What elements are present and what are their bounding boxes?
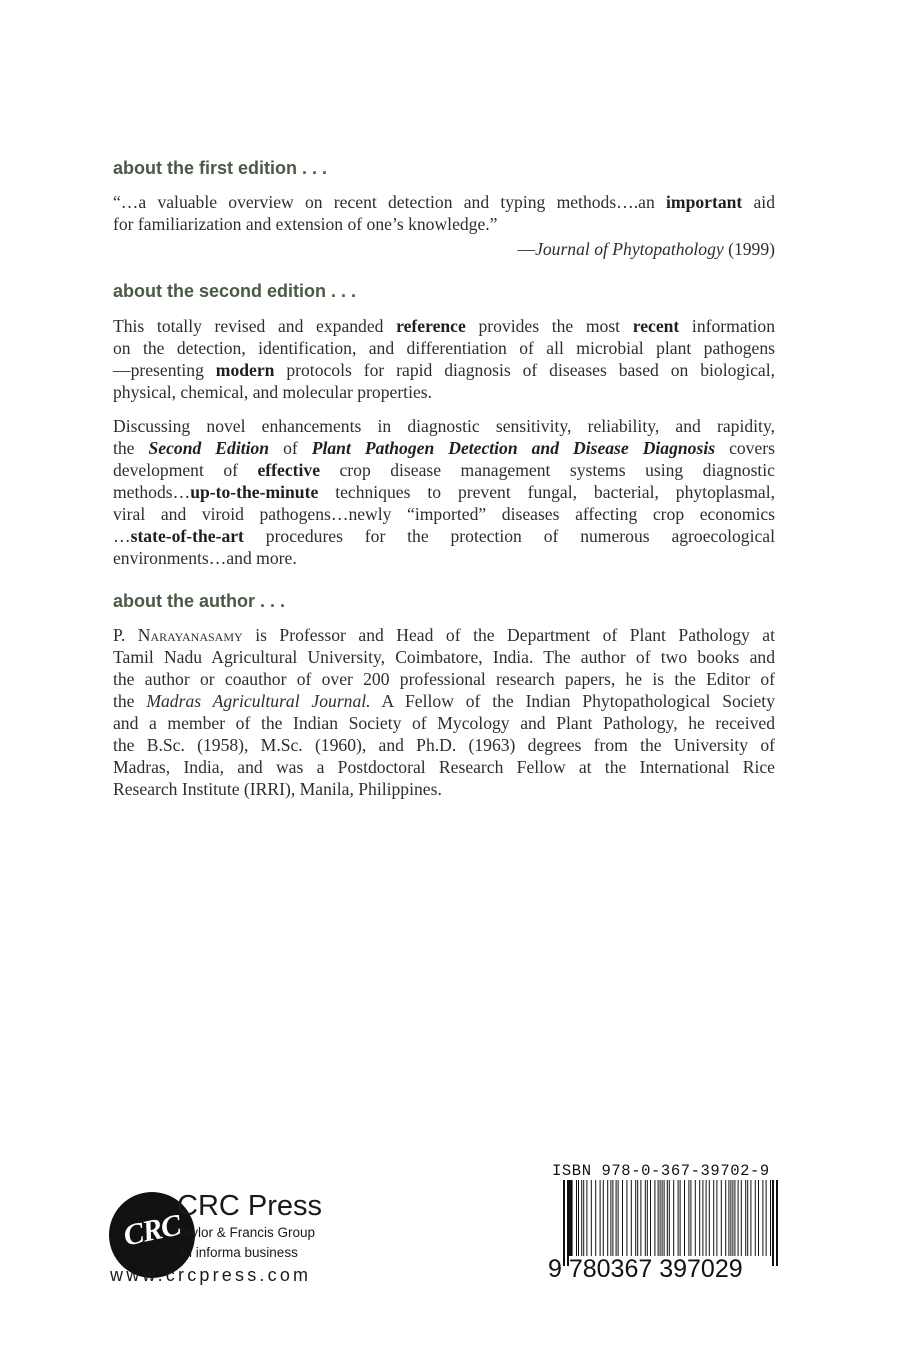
barcode-bar (678, 1180, 679, 1256)
barcode-bar (660, 1180, 661, 1256)
text-run: techniques to prevent fungal, bacterial, phytoplasmal, (318, 482, 775, 502)
barcode-bar (776, 1180, 778, 1266)
text-run: the B.Sc. (1958), M.Sc. (1960), and Ph.D. (1963) degrees from the University of (113, 735, 775, 755)
second-edition-paragraph-1 (113, 315, 775, 403)
barcode-bar (669, 1180, 670, 1256)
barcode-bar (747, 1180, 748, 1256)
text-run: the (113, 438, 149, 458)
text-run: Plant Pathogen Detection and Disease Diagnosis (311, 438, 716, 458)
second-edition-paragraph-2 (113, 415, 775, 569)
text-line (113, 381, 775, 403)
barcode-bar (607, 1180, 608, 1256)
text-run: This totally revised and expanded (113, 316, 397, 336)
text-line (113, 315, 775, 337)
text-line (113, 712, 775, 734)
barcode-bar (640, 1180, 641, 1256)
text-run: … (113, 526, 131, 546)
barcode-bar (635, 1180, 636, 1256)
isbn-label: ISBN 978-0-367-39702-9 (552, 1162, 770, 1180)
text-run: Tamil Nadu Agricultural University, Coimbatore, India. The author of two books and (113, 647, 775, 667)
text-run: the author or coauthor of over 200 professional research papers, he is the Editor of (113, 669, 775, 689)
barcode-bar (567, 1180, 569, 1266)
text-run: aid (742, 192, 775, 212)
barcode-icon (563, 1180, 778, 1266)
text-run: environments…and more. (113, 548, 297, 568)
publisher-name: CRC Press (177, 1190, 323, 1222)
text-run: development of (113, 460, 258, 480)
barcode-bar (734, 1180, 735, 1256)
text-run: Madras, India, and was a Postdoctoral Research Fellow at the International Rice (113, 757, 775, 777)
text-line (113, 690, 775, 712)
text-run: Second Edition (148, 438, 270, 458)
text-run: reference (396, 316, 466, 336)
barcode-bar (766, 1180, 767, 1256)
attribution-text (517, 239, 775, 259)
barcode-bar (654, 1180, 655, 1256)
text-run: protocols for rapid diagnosis of diseases based on biological, (274, 360, 775, 380)
text-line (113, 646, 775, 668)
text-line (113, 756, 775, 778)
barcode-bar (755, 1180, 756, 1256)
text-run: effective (257, 460, 320, 480)
barcode-bar (563, 1180, 565, 1266)
text-line (113, 213, 775, 235)
publisher-tagline: an informa business (177, 1245, 298, 1260)
barcode-bar (662, 1180, 663, 1256)
text-run: Research Institute (IRRI), Manila, Philippines. (113, 779, 442, 799)
barcode-bar (684, 1180, 685, 1256)
text-line (113, 459, 775, 481)
barcode-bar (750, 1180, 751, 1256)
barcode-bar (610, 1180, 611, 1256)
text-line (113, 668, 775, 690)
text-line (113, 547, 775, 569)
barcode-bar (702, 1180, 703, 1256)
text-line (113, 415, 775, 437)
text-line (113, 359, 775, 381)
text-run: state-of-the-art (130, 526, 244, 546)
barcode-bar (695, 1180, 696, 1256)
text-run: A Fellow of the Indian Phytopathological Society (370, 691, 775, 711)
barcode-bar (664, 1180, 665, 1256)
barcode-bar (745, 1180, 746, 1256)
text-line (113, 624, 775, 646)
barcode-bar (721, 1180, 722, 1256)
text-run: methods… (113, 482, 191, 502)
text-run: Narayanasamy (137, 625, 243, 645)
barcode-bar (713, 1180, 714, 1256)
barcode-bar (578, 1180, 579, 1256)
text-run: P. (113, 625, 138, 645)
barcode-bar (581, 1180, 582, 1256)
barcode-bar (690, 1180, 691, 1256)
barcode-bar (758, 1180, 759, 1256)
text-run: provides the most (465, 316, 633, 336)
barcode-bar (688, 1180, 689, 1256)
barcode-bar (600, 1180, 601, 1256)
text-run: covers (715, 438, 775, 458)
text-run: physical, chemical, and molecular properties. (113, 382, 433, 402)
barcode-bar (738, 1180, 739, 1256)
text-run: recent (632, 316, 680, 336)
heading-first-edition: about the first edition . . . (113, 158, 327, 178)
text-run: procedures for the protection of numerous agroecological (243, 526, 775, 546)
heading-second-edition: about the second edition . . . (113, 281, 357, 301)
barcode-bar (603, 1180, 604, 1256)
barcode-bar (631, 1180, 632, 1256)
text-line (113, 337, 775, 359)
barcode-bar (647, 1180, 648, 1256)
text-run: on the detection, identification, and differentiation of all microbial plant pathogens (113, 338, 775, 358)
text-line (113, 503, 775, 525)
barcode-bar (699, 1180, 700, 1256)
text-run: — (517, 239, 536, 259)
publisher-website: www.crcpress.com (110, 1265, 312, 1285)
barcode-bar (741, 1180, 742, 1256)
text-run: of (269, 438, 312, 458)
barcode-digits: 9 780367 397029 (548, 1255, 743, 1283)
text-run: is Professor and Head of the Department of Plant Pathology at (242, 625, 775, 645)
barcode-bar (616, 1180, 617, 1256)
text-run: Journal of Phytopathology (535, 239, 724, 259)
barcode-bar (709, 1180, 710, 1256)
text-line (113, 734, 775, 756)
barcode-bar (728, 1180, 729, 1256)
barcode-bar (586, 1180, 587, 1256)
text-line (113, 191, 775, 213)
heading-about-author: about the author . . . (113, 591, 285, 611)
barcode-bar (770, 1180, 771, 1256)
text-run: (1999) (723, 239, 775, 259)
text-run: Madras Agricultural Journal. (146, 691, 371, 711)
barcode-bar (772, 1180, 774, 1266)
text-run: important (666, 192, 743, 212)
barcode-bar (706, 1180, 707, 1256)
barcode-bar (569, 1180, 573, 1256)
crc-logo-icon: CRC (109, 1192, 195, 1278)
text-run: Discussing novel enhancements in diagnostic sensitivity, reliability, and rapidity, (113, 416, 775, 436)
barcode-bar (637, 1180, 638, 1256)
barcode-bar (645, 1180, 646, 1256)
barcode-bar (680, 1180, 681, 1256)
barcode-bar (591, 1180, 592, 1256)
text-run: modern (215, 360, 275, 380)
barcode-bar (673, 1180, 674, 1256)
publisher-group: Taylor & Francis Group (177, 1225, 316, 1240)
quote-attribution (113, 239, 775, 260)
text-run: “…a valuable overview on recent detection and typing methods….an (113, 192, 667, 212)
author-bio (113, 624, 775, 800)
barcode-bar (725, 1180, 726, 1256)
barcode-bar (650, 1180, 651, 1256)
text-run: up-to-the-minute (190, 482, 319, 502)
text-run: information (679, 316, 775, 336)
text-run: viral and viroid pathogens…newly “imported” diseases affecting crop economics (113, 504, 775, 524)
text-line (113, 778, 775, 800)
barcode-bar (732, 1180, 733, 1256)
text-line (113, 525, 775, 547)
barcode-bar (612, 1180, 613, 1256)
first-edition-quote (113, 191, 775, 235)
barcode-bar (730, 1180, 731, 1256)
barcode-bar (583, 1180, 584, 1256)
barcode-bar (626, 1180, 627, 1256)
barcode-bar (576, 1180, 577, 1256)
barcode-bar (658, 1180, 659, 1256)
barcode-bar (595, 1180, 596, 1256)
text-run: for familiarization and extension of one’s knowledge.” (113, 214, 498, 234)
barcode-bar (618, 1180, 619, 1256)
barcode-bar (622, 1180, 623, 1256)
text-run: crop disease management systems using diagnostic (320, 460, 775, 480)
barcode-bar (716, 1180, 717, 1256)
text-run: the (113, 691, 147, 711)
text-line (113, 481, 775, 503)
text-run: and a member of the Indian Society of Mycology and Plant Pathology, he received (113, 713, 775, 733)
text-run: —presenting (113, 360, 216, 380)
barcode-bar (762, 1180, 763, 1256)
text-line (113, 437, 775, 459)
barcode-bar (667, 1180, 668, 1256)
